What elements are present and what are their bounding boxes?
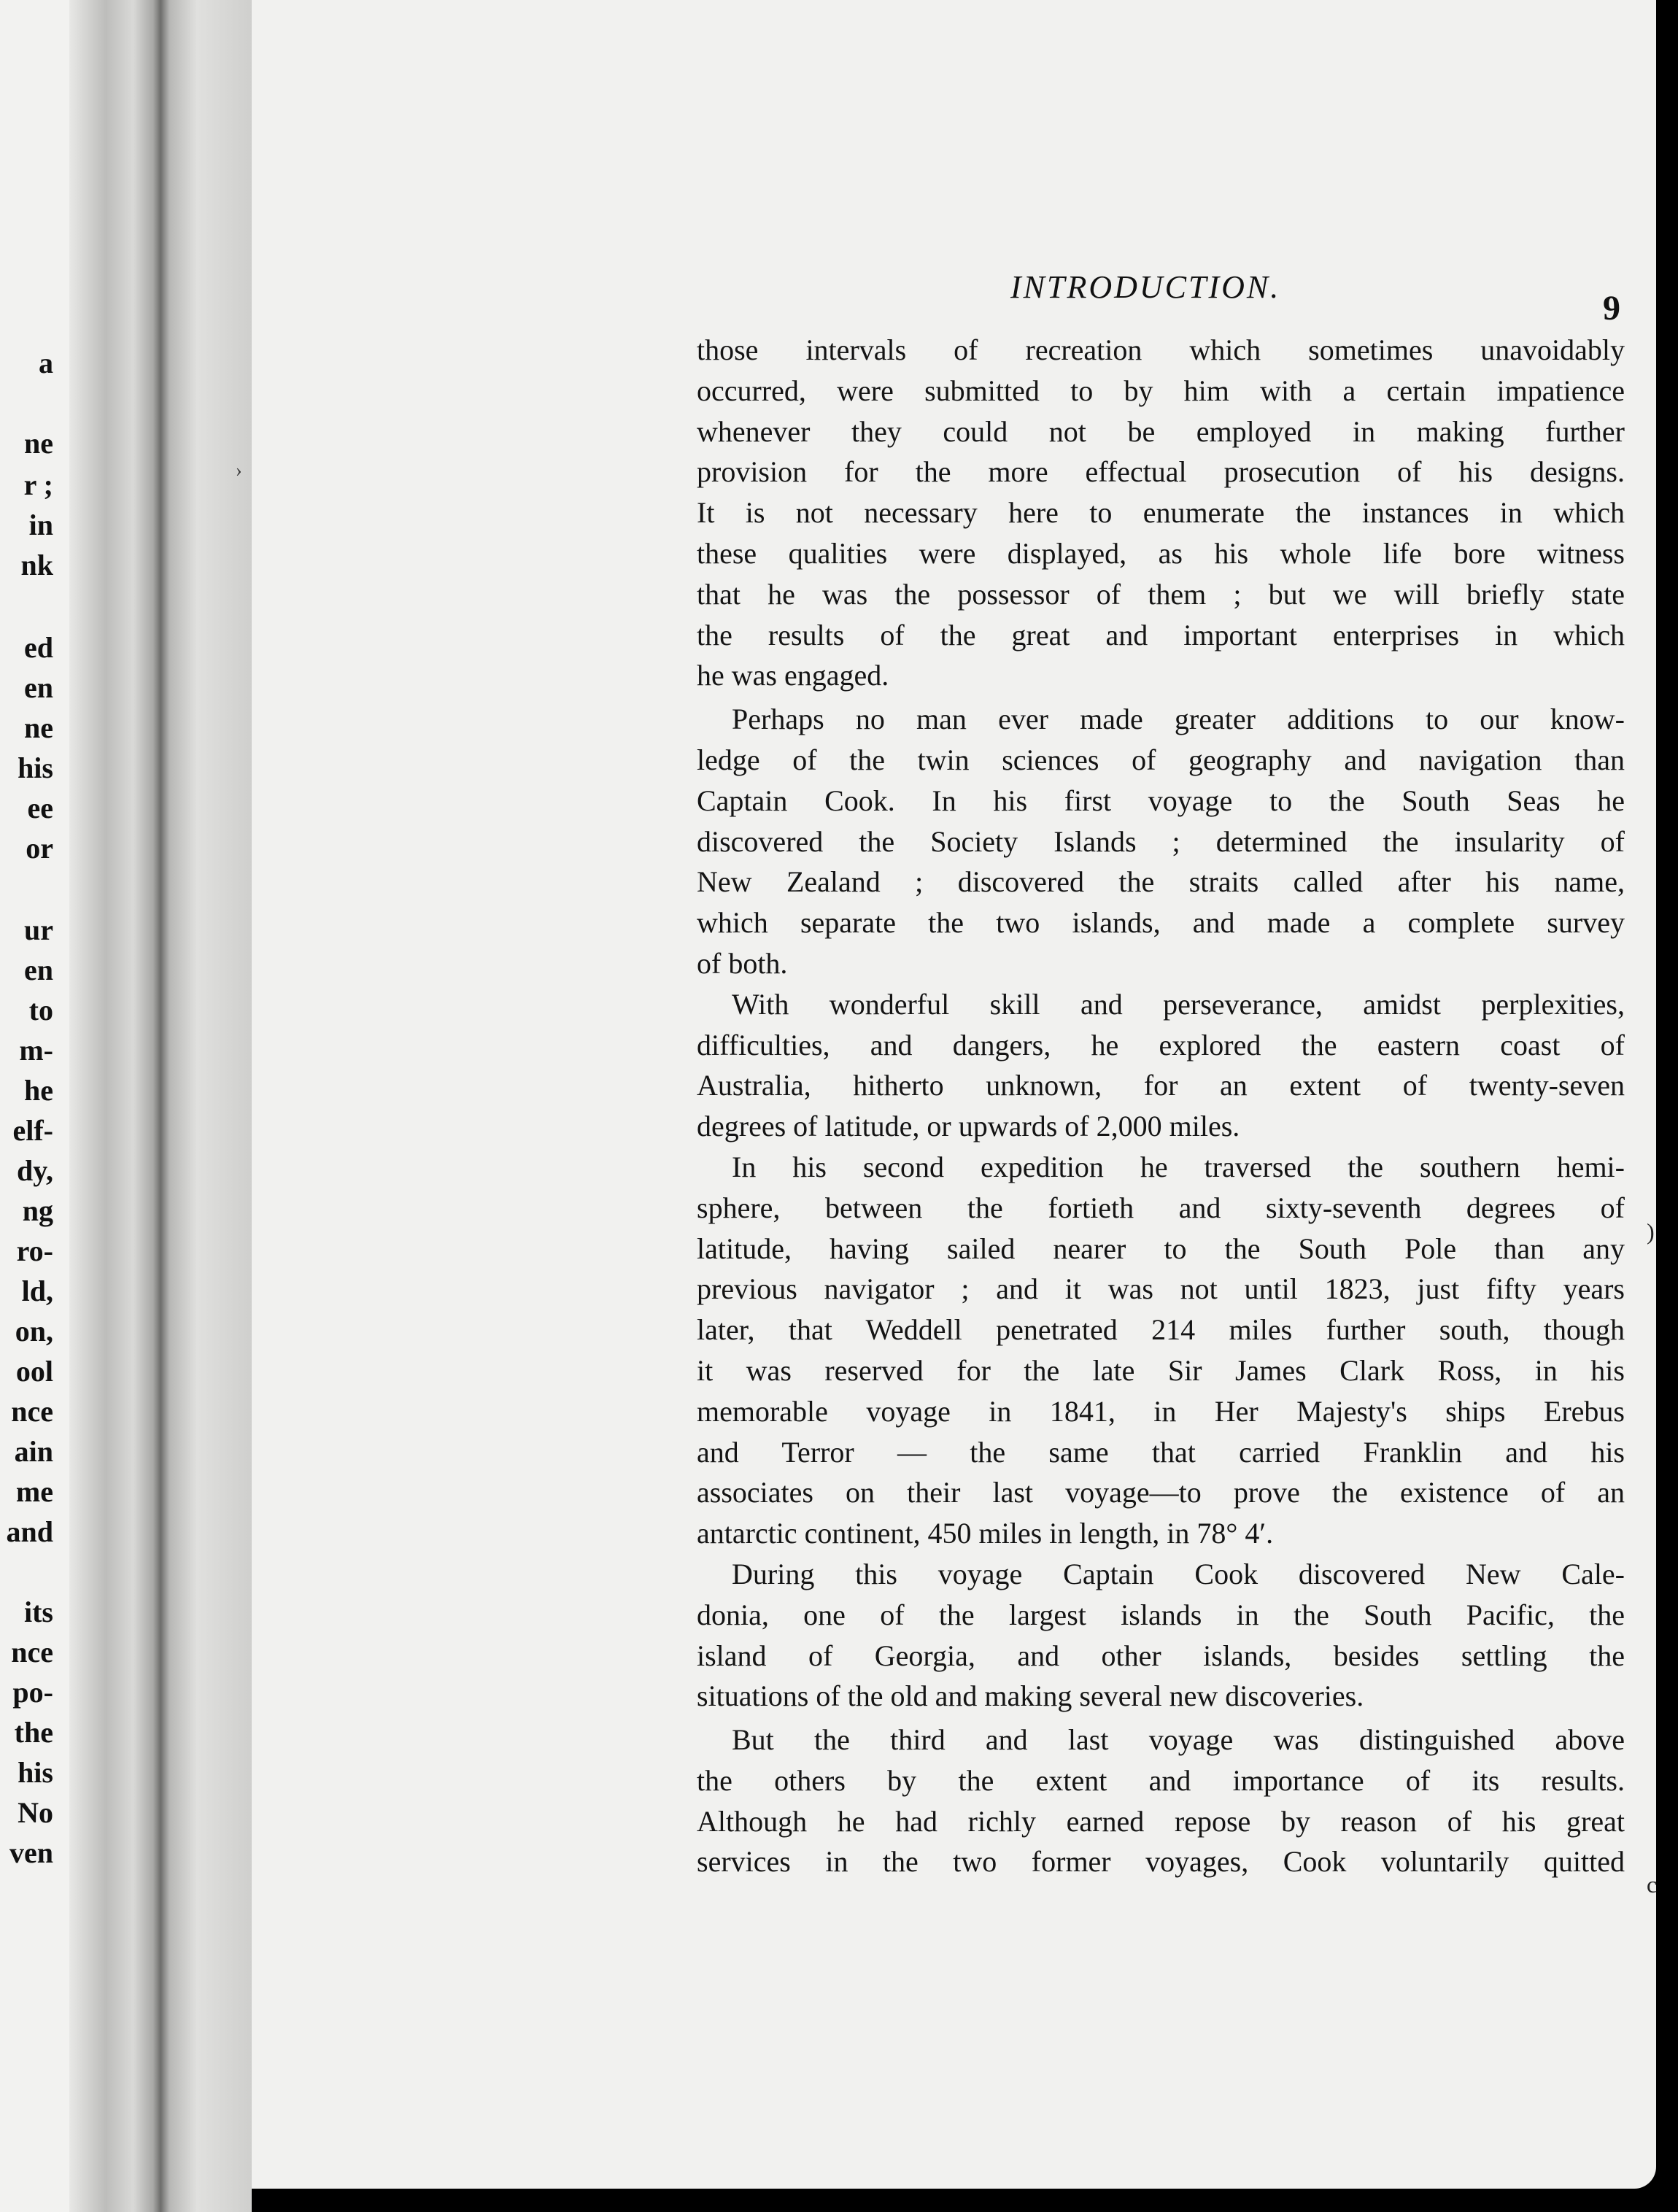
edge-mark: c <box>1647 1871 1658 1898</box>
page-number: 9 <box>1603 289 1620 328</box>
facing-page-fragment: po- <box>12 1676 53 1709</box>
facing-page-fragment: its <box>24 1596 53 1628</box>
facing-page-fragment: en <box>24 671 53 704</box>
text-line: whenever they could not be employed in making further <box>697 414 1625 448</box>
facing-page-fragment: the <box>14 1716 53 1749</box>
facing-page-fragment: r ; <box>23 468 53 501</box>
facing-page-fragment: elf- <box>12 1114 53 1147</box>
text-line: Australia, hitherto unknown, for an extent of twenty-seven <box>697 1069 1625 1102</box>
text-line: associates on their last voyage—to prove the existence of an <box>697 1476 1625 1509</box>
text-line: latitude, having sailed nearer to the South Pole than any <box>697 1231 1625 1265</box>
paragraph-first-line: But the third and last voyage was distinguished above <box>732 1723 1625 1757</box>
paragraph-first-line: Perhaps no man ever made greater additions to our know- <box>732 703 1625 736</box>
facing-page-fragment: ven <box>9 1836 53 1869</box>
facing-page-fragment: ne <box>24 427 53 460</box>
text-line: discovered the Society Islands ; determined the insularity of <box>697 824 1625 858</box>
text-line: previous navigator ; and it was not until 1823, just fifty years <box>697 1272 1625 1306</box>
text-line: it was reserved for the late Sir James Clark Ross, in his <box>697 1353 1625 1387</box>
facing-page-fragment: me <box>15 1475 53 1508</box>
edge-mark: ) <box>1647 1218 1655 1245</box>
text-line: difficulties, and dangers, he explored the eastern coast of <box>697 1028 1625 1061</box>
facing-page-fragment: ain <box>14 1435 53 1468</box>
gutter-mark: › <box>236 460 242 481</box>
text-line: antarctic continent, 450 miles in length, in 78° 4′. <box>697 1517 1274 1550</box>
facing-page-fragment: to <box>28 994 53 1026</box>
text-line: he was engaged. <box>697 659 889 692</box>
text-line: occurred, were submitted to by him with a certain impatience <box>697 374 1625 407</box>
paragraph-first-line: With wonderful skill and perseverance, amidst perplexities, <box>732 987 1625 1021</box>
text-line: these qualities were displayed, as his whole life bore witness <box>697 536 1625 570</box>
text-line: that he was the possessor of them ; but we will briefly state <box>697 577 1625 611</box>
facing-page-edge <box>0 0 69 2212</box>
facing-page-fragment: nk <box>20 549 53 581</box>
text-line: degrees of latitude, or upwards of 2,000 miles. <box>697 1110 1240 1143</box>
text-line: Although he had richly earned repose by reason of his great <box>697 1804 1625 1838</box>
facing-page-fragment: nce <box>11 1636 53 1668</box>
text-line: the others by the extent and importance of its results. <box>697 1763 1625 1797</box>
facing-page-fragment: ld, <box>21 1275 53 1307</box>
facing-page-fragment: nce <box>11 1395 53 1428</box>
book-gutter <box>69 0 252 2212</box>
running-head: INTRODUCTION. <box>1010 269 1281 305</box>
facing-page-fragment: ng <box>22 1194 53 1227</box>
facing-page-fragment: and <box>6 1515 53 1548</box>
facing-page-fragment: or <box>26 832 53 865</box>
text-line: situations of the old and making several new discoveries. <box>697 1679 1364 1713</box>
text-line: island of Georgia, and other islands, besides settling the <box>697 1639 1625 1672</box>
facing-page-fragment: ro- <box>16 1234 53 1267</box>
facing-page-fragment: ur <box>24 913 53 946</box>
facing-page-fragment: m- <box>19 1034 53 1067</box>
text-line: of both. <box>697 946 788 980</box>
facing-page-fragment: his <box>18 1756 53 1789</box>
facing-page-fragment: ool <box>15 1355 53 1388</box>
text-line: New Zealand ; discovered the straits called after his name, <box>697 865 1625 899</box>
text-line: Captain Cook. In his first voyage to the South Seas he <box>697 784 1625 817</box>
text-line: sphere, between the fortieth and sixty-seventh degrees of <box>697 1191 1625 1224</box>
paragraph-first-line: During this voyage Captain Cook discovered New Cale- <box>732 1557 1625 1590</box>
body-text <box>697 330 1625 1882</box>
facing-page-fragment: in <box>28 508 53 541</box>
facing-page-fragment: his <box>18 751 53 784</box>
text-line: memorable voyage in 1841, in Her Majesty's ships Erebus <box>697 1394 1625 1428</box>
facing-page-fragment: en <box>24 954 53 986</box>
text-line: It is not necessary here to enumerate the instances in which <box>697 496 1625 530</box>
facing-page-fragment: on, <box>15 1315 53 1347</box>
text-line: the results of the great and important enterprises in which <box>697 618 1625 651</box>
text-line: provision for the more effectual prosecution of his designs. <box>697 455 1625 489</box>
book-page <box>252 0 1656 2189</box>
text-line: services in the two former voyages, Cook voluntarily quitted <box>697 1845 1625 1879</box>
facing-page-fragment: he <box>24 1074 53 1107</box>
facing-page-fragment: ne <box>24 711 53 744</box>
facing-page-fragment: a <box>39 347 53 379</box>
facing-page-fragment: ed <box>24 631 53 664</box>
text-line: donia, one of the largest islands in the South Pacific, the <box>697 1598 1625 1631</box>
facing-page-fragment: No <box>18 1796 53 1829</box>
facing-page-fragment: dy, <box>16 1154 53 1187</box>
facing-page-fragment: ee <box>27 792 53 824</box>
text-line: later, that Weddell penetrated 214 miles further south, though <box>697 1313 1625 1347</box>
text-line: those intervals of recreation which sometimes unavoidably <box>697 333 1625 366</box>
paragraph-first-line: In his second expedition he traversed the southern hemi- <box>732 1150 1625 1183</box>
text-line: which separate the two islands, and made a complete survey <box>697 906 1625 940</box>
text-line: ledge of the twin sciences of geography and navigation than <box>697 743 1625 776</box>
text-line: and Terror — the same that carried Franklin and his <box>697 1435 1625 1469</box>
